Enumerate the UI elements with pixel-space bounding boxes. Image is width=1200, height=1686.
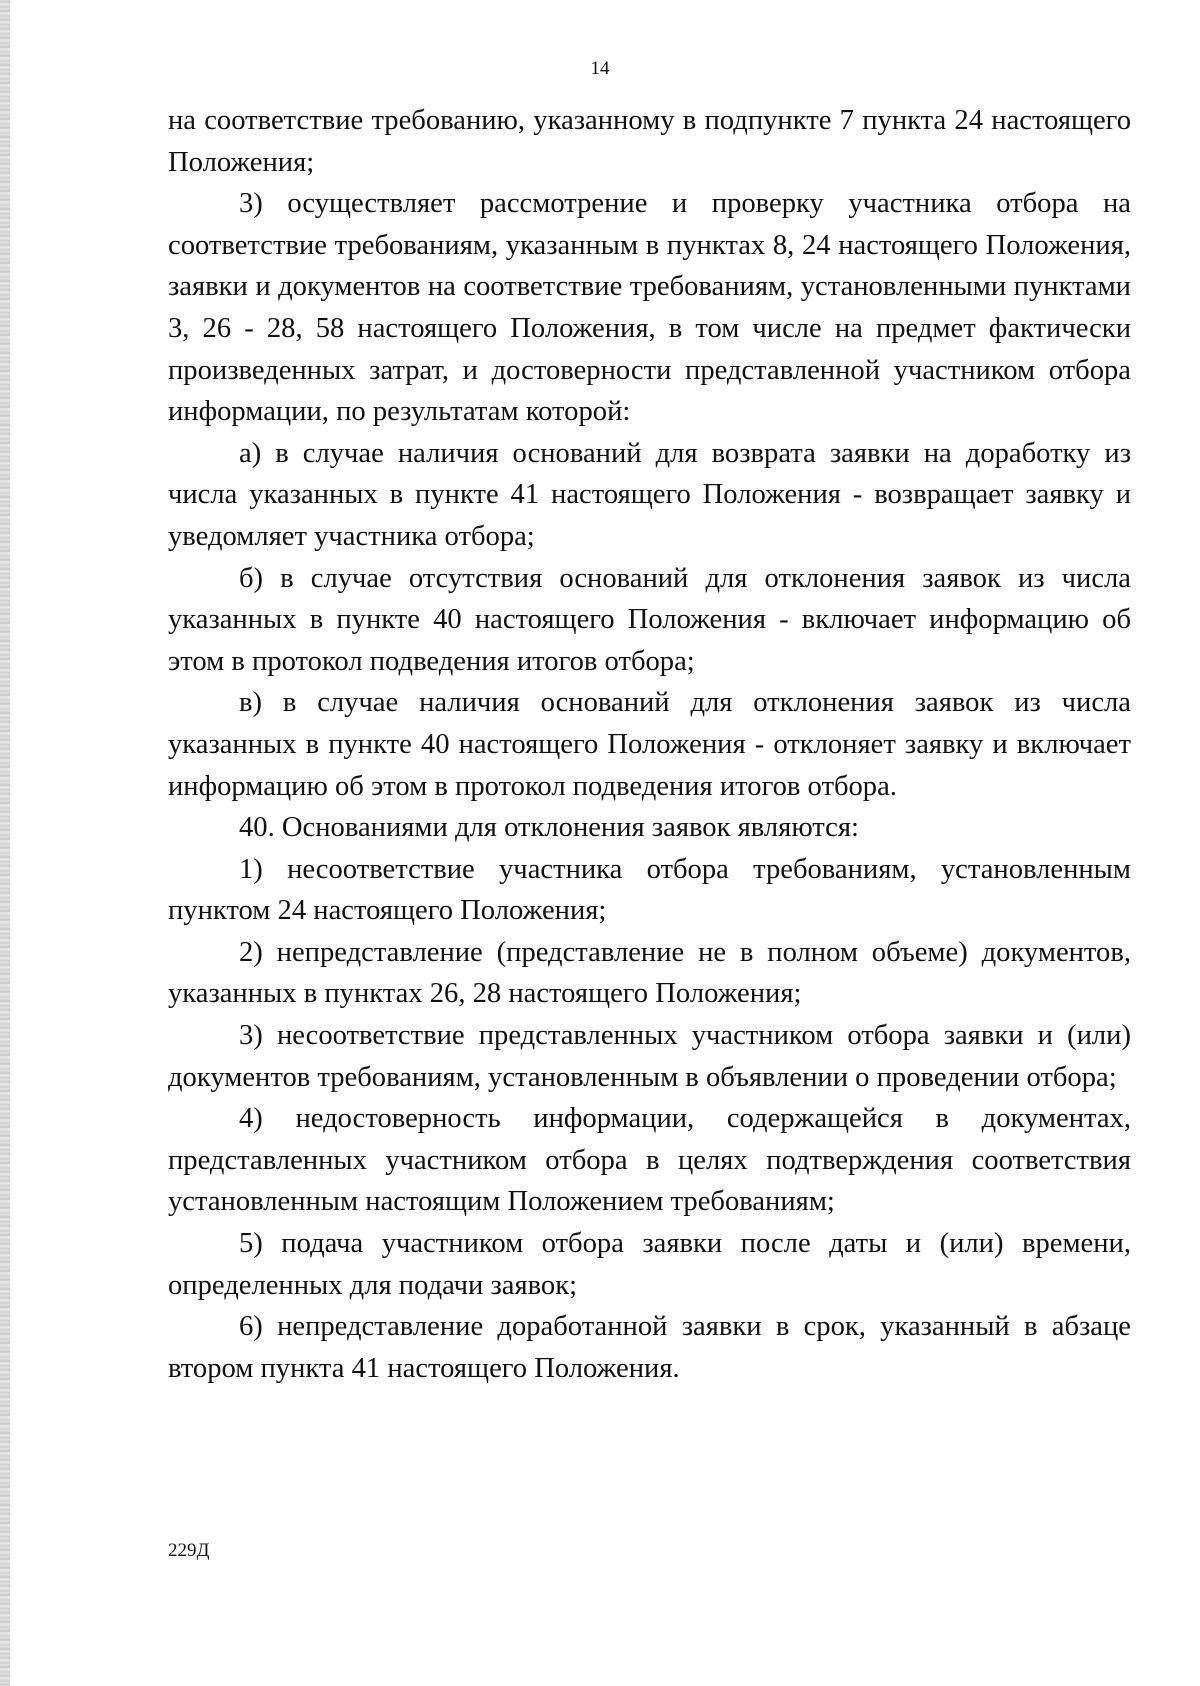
paragraph-clause-40: 40. Основаниями для отклонения заявок являются: <box>239 812 859 844</box>
paragraph-ground-2: 2) непредставление (представление не в полном объеме) документов, указанных в пунктах 26, 28 настоящего Положения; <box>168 936 1131 1010</box>
paragraph-subitem-v: в) в случае наличия оснований для отклонения заявок из числа указанных в пункте 40 настоящего Положения - отклоняет заявку и включает информацию об этом в протокол подведения итогов отбора. <box>168 687 1131 802</box>
page-number: 14 <box>590 58 610 79</box>
paragraph-item-3: 3) осуществляет рассмотрение и проверку участника отбора на соответствие требованиям, указанным в пунктах 8, 24 настоящего Положения, заявки и документов на соответствие требованиям, установленными пунктами 3, 26 - 28, 58 настоящего Положения, в том числе на предмет фактически произведенных затрат, и достоверности представленной участником отбора информации, по результатам которой: <box>168 188 1131 428</box>
paragraph-subitem-a: а) в случае наличия оснований для возврата заявки на доработку из числа указанных в пункте 41 настоящего Положения - возвращает заявку и уведомляет участника отбора; <box>168 437 1131 552</box>
paragraph-ground-4: 4) недостоверность информации, содержащейся в документах, представленных участником отбора в целях подтверждения соответствия установленным настоящим Положением требованиям; <box>168 1103 1131 1218</box>
paragraph-continuation: на соответствие требованию, указанному в подпункте 7 пункта 24 настоящего Положения; <box>168 105 1131 178</box>
paragraph-ground-5: 5) подача участником отбора заявки после даты и (или) времени, определенных для подачи заявок; <box>168 1228 1131 1301</box>
document-body <box>168 100 1131 1389</box>
paragraph-ground-1: 1) несоответствие участника отбора требованиям, установленным пунктом 24 настоящего Положения; <box>168 853 1131 927</box>
paragraph-subitem-b: б) в случае отсутствия оснований для отклонения заявок из числа указанных в пункте 40 настоящего Положения - включает информацию об этом в протокол подведения итогов отбора; <box>168 562 1131 677</box>
scan-edge-shadow <box>0 0 10 1686</box>
paragraph-ground-6: 6) непредставление доработанной заявки в срок, указанный в абзаце втором пункта 41 настоящего Положения. <box>168 1311 1131 1384</box>
document-code: 229Д <box>168 1540 210 1561</box>
paragraph-ground-3: 3) несоответствие представленных участником отбора заявки и (или) документов требованиям, установленным в объявлении о проведении отбора; <box>168 1020 1131 1093</box>
